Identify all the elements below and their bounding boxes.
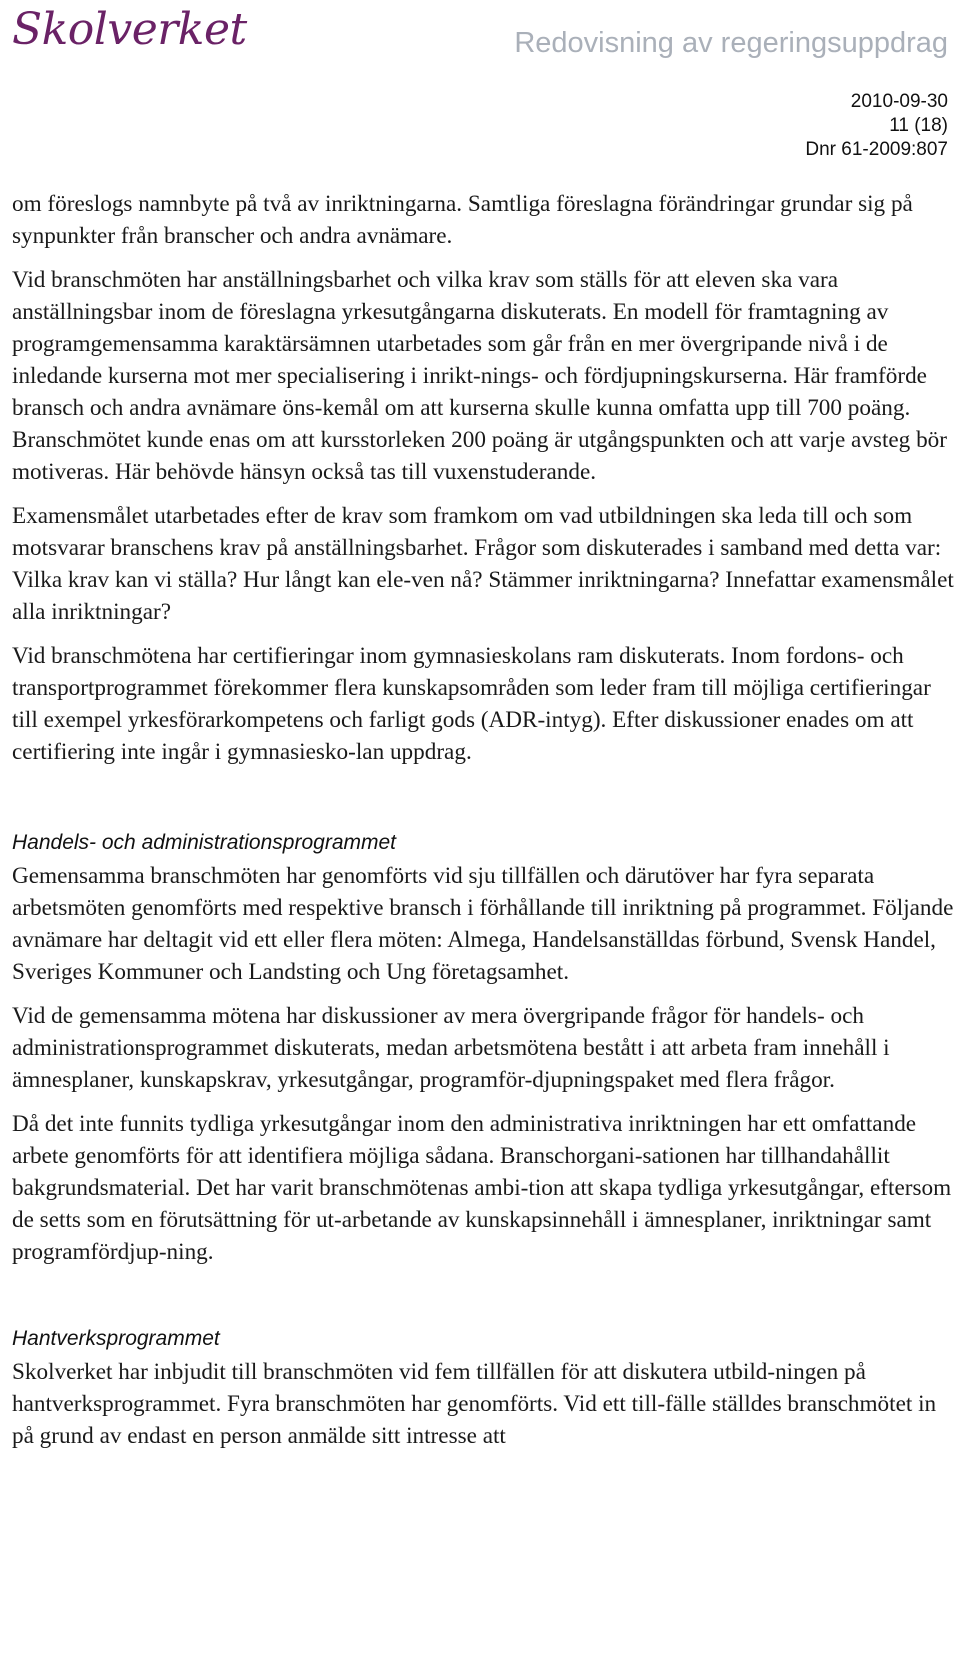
- document-body: [12, 188, 957, 1452]
- paragraph: Vid branschmöten har anställningsbarhet och vilka krav som ställs för att eleven ska vara anställningsbar inom de föreslagna yrkesutgångarna diskuterats. En modell för framtagning av programgemensamma karaktärsämnen utarbetades som går från en mer övergripande nivå i de inledande kurserna mot mer specialisering i inrikt-nings- och fördjupningskurserna. Här framförde bransch och andra avnämare öns-kemål om att kurserna skulle kunna omfatta upp till 700 poäng. Branschmötet kunde enas om att kursstorleken 200 poäng är utgångspunkten och att varje avsteg bör motiveras. Här behövde hänsyn också tas till vuxenstuderande.: [12, 267, 947, 485]
- section-heading-hantverk: Hantverksprogrammet: [12, 1327, 220, 1350]
- document-meta: [805, 90, 948, 162]
- document-title: Redovisning av regeringsuppdrag: [514, 27, 948, 59]
- section-heading-handels: Handels- och administrationsprogrammet: [12, 831, 396, 854]
- paragraph: Vid branschmötena har certifieringar inom gymnasieskolans ram diskuterats. Inom fordons- och transportprogrammet förekommer flera kunskapsområden som leder fram till möjliga certifieringar till exempel yrkesförarkompetens och farligt gods (ADR-intyg). Efter diskussioner enades om att certifiering inte ingår i gymnasiesko-lan uppdrag.: [12, 643, 931, 765]
- paragraph: om föreslogs namnbyte på två av inriktningarna. Samtliga föreslagna förändringar grundar sig på synpunkter från branscher och andra avnämare.: [12, 191, 913, 249]
- skolverket-logo: Skolverket: [12, 4, 247, 55]
- diary-number: Dnr 61-2009:807: [805, 139, 948, 160]
- paragraph: Skolverket har inbjudit till branschmöten vid fem tillfällen för att diskutera utbild-ningen på hantverksprogrammet. Fyra branschmöten har genomförts. Vid ett till-fälle ställdes branschmötet in på grund av endast en person anmälde sitt intresse att: [12, 1359, 937, 1449]
- paragraph: Då det inte funnits tydliga yrkesutgångar inom den administrativa inriktningen har ett omfattande arbete genomförts för att identifiera möjliga sådana. Branschorgani-sationen har tillhandahållit bakgrundsmaterial. Det har varit branschmötenas ambi-tion att skapa tydliga yrkesutgångar, eftersom de setts som en förutsättning för ut-arbetande av kunskapsinnehåll i ämnesplaner, inriktningar samt programfördjup-ning.: [12, 1111, 952, 1265]
- page-number: 11 (18): [889, 115, 948, 136]
- paragraph: Vid de gemensamma mötena har diskussioner av mera övergripande frågor för handels- och administrationsprogrammet diskuterats, medan arbetsmötena bestått i att arbeta fram innehåll i ämnesplaner, kunskapskrav, yrkesutgångar, programför-djupningspaket med flera frågor.: [12, 1003, 890, 1093]
- paragraph: Examensmålet utarbetades efter de krav som framkom om vad utbildningen ska leda till och som motsvarar branschens krav på anställningsbarhet. Frågor som diskuterades i samband med detta var: Vilka krav kan vi ställa? Hur långt kan ele-ven nå? Stämmer inriktningarna? Innefattar examensmålet alla inriktningar?: [12, 503, 954, 625]
- paragraph: Gemensamma branschmöten har genomförts vid sju tillfällen och därutöver har fyra separata arbetsmöten genomförts med respektive bransch i förhållande till inriktning på programmet. Följande avnämare har deltagit vid ett eller flera möten: Almega, Handelsanställdas förbund, Svensk Handel, Sveriges Kommuner och Landsting och Ung företagsamhet.: [12, 863, 954, 985]
- document-date: 2010-09-30: [850, 91, 948, 112]
